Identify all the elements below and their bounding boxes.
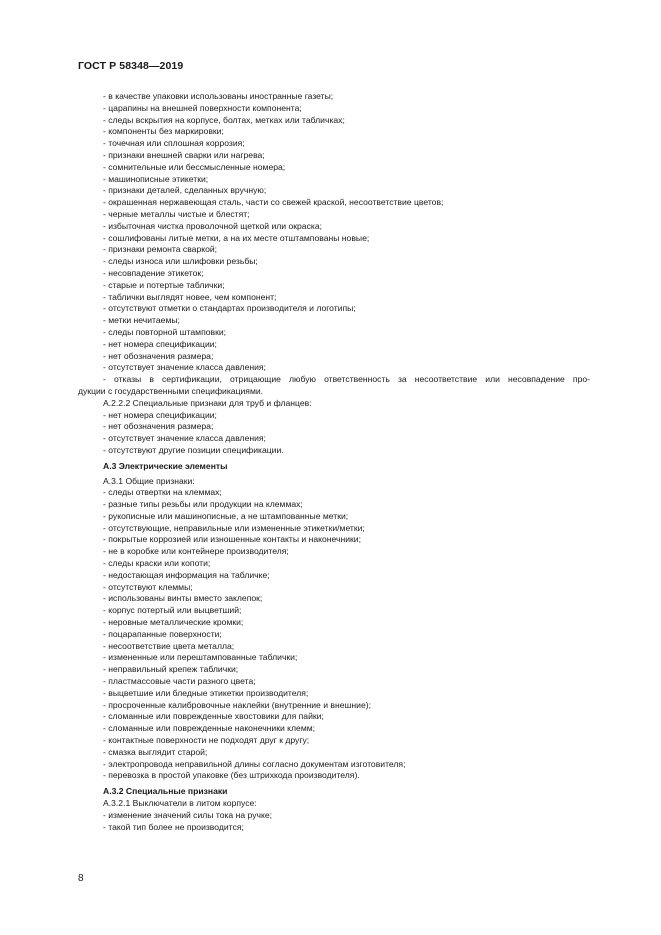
- list-item: - следы повторной штамповки;: [103, 326, 227, 337]
- list-item: - следы вскрытия на корпусе, болтах, метках или табличках;: [103, 114, 345, 125]
- list-item: - следы краски или копоти;: [103, 558, 211, 569]
- list-item: - сошлифованы литые метки, а на их месте отштампованы новые;: [103, 232, 370, 243]
- list-item: - метки нечитаемы;: [103, 315, 180, 326]
- list-item: - черные металлы чистые и блестят;: [103, 208, 250, 219]
- list-item: - неровные металлические кромки;: [103, 617, 244, 628]
- list-item: - сломанные или поврежденные хвостовики для пайки;: [103, 711, 324, 722]
- list-item: - отсутствуют другие позиции спецификации.: [103, 444, 284, 455]
- page-header-title: ГОСТ Р 58348—2019: [78, 60, 184, 72]
- list-item: - неправильный крепеж таблички;: [103, 664, 239, 675]
- list-item: - следы отвертки на клеммах;: [103, 487, 222, 498]
- subsection-title-a31: А.3.1 Общие признаки:: [103, 475, 195, 486]
- subsection-title-a321: А.3.2.1 Выключатели в литом корпусе:: [103, 798, 257, 809]
- list-item: - контактные поверхности не подходят друг к другу;: [103, 735, 310, 746]
- list-item: - отсутствуют клеммы;: [103, 581, 193, 592]
- list-item: - в качестве упаковки использованы иностранные газеты;: [103, 91, 334, 101]
- list-item: - корпус потертый или выцветший;: [103, 605, 242, 616]
- list-item: - поцарапанные поверхности;: [103, 628, 222, 639]
- subsection-title-a222: А.2.2.2 Специальные признаки для труб и фланцев:: [103, 397, 312, 408]
- list-item: - нет номера спецификации;: [103, 409, 217, 420]
- list-item: - электропровода неправильной длины согласно документам изготовителя;: [103, 758, 406, 769]
- list-item: - окрашенная нержавеющая сталь, части со свежей краской, несоответствие цветов;: [103, 197, 444, 208]
- list-item: - не в коробке или контейнере производителя;: [103, 546, 289, 557]
- list-item: - сломанные или поврежденные наконечники клемм;: [103, 723, 316, 734]
- list-item: - избыточная чистка проволочной щеткой или окраска;: [103, 220, 322, 231]
- list-item: - несоответствие цвета металла;: [103, 640, 235, 651]
- list-item: - сомнительные или бессмысленные номера;: [103, 161, 286, 172]
- list-item: - просроченные калибровочные наклейки (внутренние и внешние);: [103, 699, 371, 710]
- list-item: - измененные или перештампованные таблички;: [103, 652, 298, 663]
- list-item: - отсутствует значение класса давления;: [103, 433, 266, 444]
- list-item: - покрытые коррозией или изношенные контакты и наконечники;: [103, 534, 361, 545]
- list-item: - пластмассовые части разного цвета;: [103, 676, 256, 687]
- list-item: - такой тип более не производится;: [103, 821, 244, 832]
- list-item: - рукописные или машинописные, а не штампованные метки;: [103, 510, 349, 521]
- list-item: - смазка выглядит старой;: [103, 746, 208, 757]
- list-item: - несовпадение этикеток;: [103, 267, 204, 278]
- page-number: 8: [78, 873, 84, 884]
- list-item-long-line1: - отказы в сертификации, отрицающие любую ответственность за несоответствие или несовпадение про-: [103, 374, 590, 385]
- list-item: - нет номера спецификации;: [103, 338, 217, 349]
- list-item: - отсутствует значение класса давления;: [103, 362, 266, 373]
- list-item: - следы износа или шлифовки резьбы;: [103, 256, 258, 267]
- list-item: - царапины на внешней поверхности компонента;: [103, 102, 302, 113]
- list-item: - старые и потертые таблички;: [103, 279, 225, 290]
- list-item: - использованы винты вместо заклепок;: [103, 593, 263, 604]
- list-item: - точечная или сплошная коррозия;: [103, 138, 245, 149]
- list-item: - перевозка в простой упаковке (без штрихкода производителя).: [103, 770, 360, 781]
- list-item: - признаки деталей, сделанных вручную;: [103, 185, 267, 196]
- list-item: - признаки внешней сварки или нагрева;: [103, 149, 265, 160]
- list-item: - признаки ремонта сваркой;: [103, 244, 218, 255]
- list-item: - отсутствующие, неправильные или измененные этикетки/метки;: [103, 522, 365, 533]
- list-item-long-line2: дукции с государственными спецификациями.: [78, 385, 264, 396]
- list-item: - машинописные этикетки;: [103, 173, 209, 184]
- list-item: - компоненты без маркировки;: [103, 126, 224, 137]
- list-item: - изменение значений силы тока на ручке;: [103, 809, 272, 820]
- list-item: - нет обозначения размера;: [103, 350, 214, 361]
- list-item: - нет обозначения размера;: [103, 421, 214, 432]
- list-item: - выцветшие или бледные этикетки производителя;: [103, 687, 309, 698]
- section-heading-a3: А.3 Электрические элементы: [103, 460, 228, 471]
- section-heading-a32: А.3.2 Специальные признаки: [103, 786, 228, 797]
- list-item: - разные типы резьбы или продукции на клеммах;: [103, 499, 303, 510]
- document-body: [78, 91, 590, 833]
- list-item: - отсутствуют отметки о стандартах производителя и логотипы;: [103, 303, 356, 314]
- list-item: - недостающая информация на табличке;: [103, 569, 270, 580]
- list-item: - таблички выглядят новее, чем компонент;: [103, 291, 277, 302]
